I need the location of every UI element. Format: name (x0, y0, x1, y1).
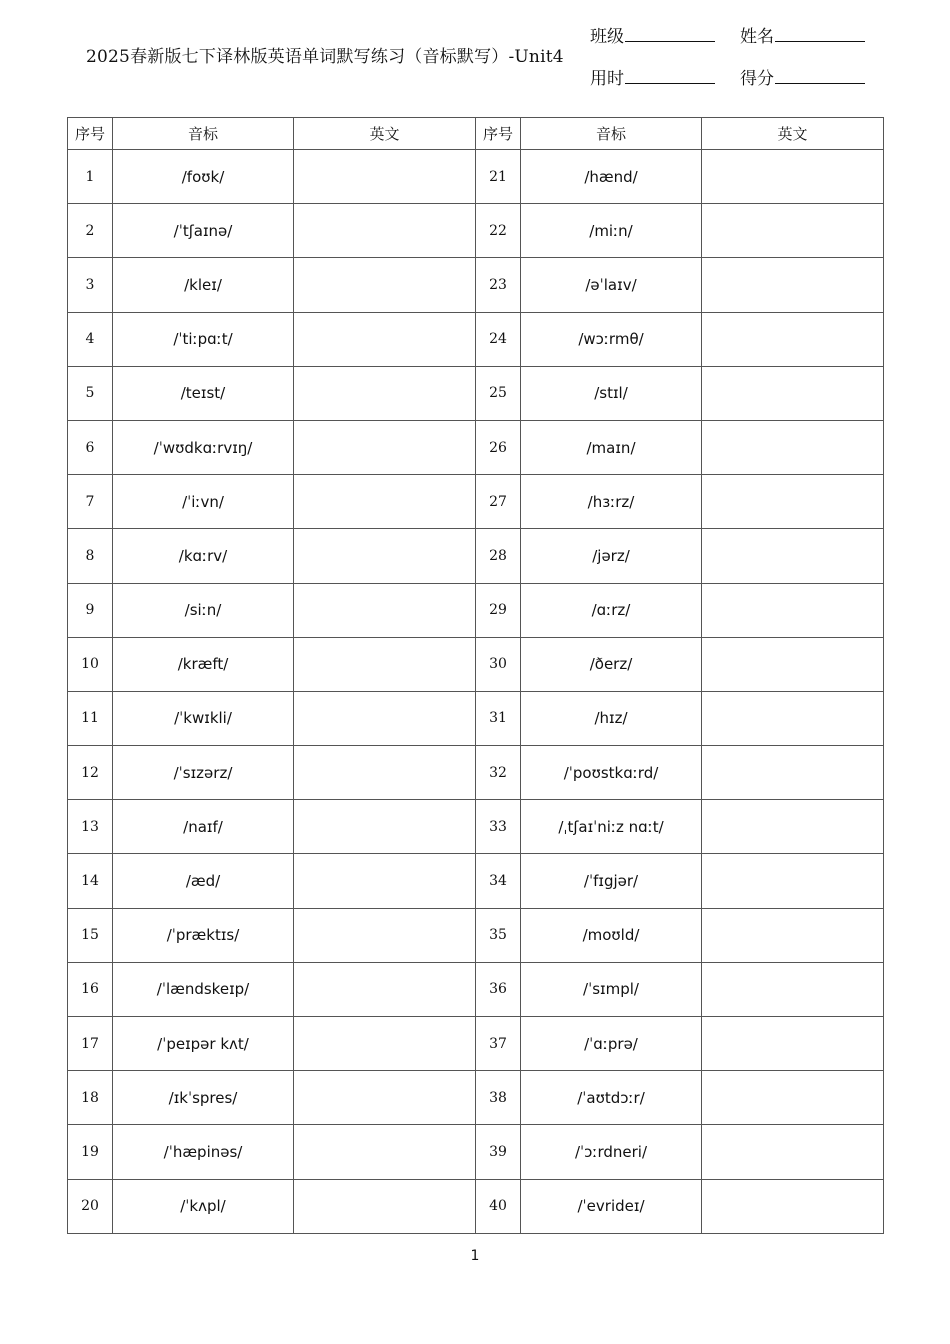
table-row (68, 1017, 884, 1071)
answer-cell[interactable] (294, 150, 476, 204)
phonetic-cell: /ˈpeɪpər kʌt/ (113, 1017, 294, 1071)
answer-cell[interactable] (294, 691, 476, 745)
answer-cell[interactable] (702, 420, 884, 474)
phonetic-cell: /hɪz/ (521, 691, 702, 745)
word-number: 29 (476, 583, 521, 637)
phonetic-cell: /ˈhæpinəs/ (113, 1125, 294, 1179)
word-number: 17 (68, 1017, 113, 1071)
answer-cell[interactable] (294, 637, 476, 691)
answer-cell[interactable] (702, 908, 884, 962)
table-row (68, 204, 884, 258)
answer-cell[interactable] (702, 312, 884, 366)
answer-cell[interactable] (294, 1179, 476, 1233)
table-header-row (68, 118, 884, 150)
answer-cell[interactable] (294, 529, 476, 583)
word-number: 23 (476, 258, 521, 312)
answer-cell[interactable] (702, 1071, 884, 1125)
word-number: 24 (476, 312, 521, 366)
answer-cell[interactable] (294, 1017, 476, 1071)
phonetic-cell: /ˈtʃaɪnə/ (113, 204, 294, 258)
table-row (68, 420, 884, 474)
table-row (68, 258, 884, 312)
phonetic-cell: /ˈsɪmpl/ (521, 962, 702, 1016)
table-row (68, 583, 884, 637)
name-field (740, 22, 865, 47)
answer-cell[interactable] (702, 854, 884, 908)
phonetic-cell: /ˈaʊtdɔːr/ (521, 1071, 702, 1125)
table-row (68, 1071, 884, 1125)
phonetic-cell: /ˈiːvn/ (113, 475, 294, 529)
header-eng-right: 英文 (702, 118, 884, 150)
name-label: 姓名 (740, 27, 774, 47)
word-number: 7 (68, 475, 113, 529)
table-row (68, 312, 884, 366)
answer-cell[interactable] (702, 475, 884, 529)
word-number: 14 (68, 854, 113, 908)
word-number: 3 (68, 258, 113, 312)
phonetic-cell: /teɪst/ (113, 366, 294, 420)
table-row (68, 691, 884, 745)
phonetic-cell: /foʊk/ (113, 150, 294, 204)
table-row (68, 962, 884, 1016)
word-number: 5 (68, 366, 113, 420)
phonetic-cell: /ɪkˈspres/ (113, 1071, 294, 1125)
score-blank[interactable] (775, 67, 865, 84)
phonetic-cell: /ˌtʃaɪˈniːz nɑːt/ (521, 800, 702, 854)
word-number: 16 (68, 962, 113, 1016)
answer-cell[interactable] (702, 637, 884, 691)
answer-cell[interactable] (294, 258, 476, 312)
phonetic-cell: /ˈkwɪkli/ (113, 691, 294, 745)
answer-cell[interactable] (702, 800, 884, 854)
word-number: 33 (476, 800, 521, 854)
header-ipa-right: 音标 (521, 118, 702, 150)
class-label: 班级 (590, 27, 624, 47)
table-row (68, 150, 884, 204)
answer-cell[interactable] (702, 962, 884, 1016)
time-label: 用时 (590, 69, 624, 89)
phonetic-cell: /ˈpoʊstkɑːrd/ (521, 746, 702, 800)
word-number: 10 (68, 637, 113, 691)
answer-cell[interactable] (294, 1071, 476, 1125)
phonetic-cell: /əˈlaɪv/ (521, 258, 702, 312)
phonetic-cell: /ˈpræktɪs/ (113, 908, 294, 962)
answer-cell[interactable] (702, 1179, 884, 1233)
table-row (68, 366, 884, 420)
page-title: 2025春新版七下译林版英语单词默写练习（音标默写）-Unit4 (86, 47, 564, 67)
answer-cell[interactable] (294, 962, 476, 1016)
phonetic-cell: /ˈwʊdkɑːrvɪŋ/ (113, 420, 294, 474)
time-field (590, 64, 715, 89)
word-number: 32 (476, 746, 521, 800)
answer-cell[interactable] (702, 583, 884, 637)
answer-cell[interactable] (702, 529, 884, 583)
phonetic-cell: /wɔːrmθ/ (521, 312, 702, 366)
answer-cell[interactable] (702, 691, 884, 745)
word-number: 40 (476, 1179, 521, 1233)
answer-cell[interactable] (294, 366, 476, 420)
answer-cell[interactable] (702, 1125, 884, 1179)
header-ipa-left: 音标 (113, 118, 294, 150)
time-blank[interactable] (625, 67, 715, 84)
page-number: 1 (470, 1248, 480, 1264)
word-number: 31 (476, 691, 521, 745)
table-row (68, 800, 884, 854)
answer-cell[interactable] (702, 204, 884, 258)
word-number: 4 (68, 312, 113, 366)
phonetic-cell: /stɪl/ (521, 366, 702, 420)
table-row (68, 746, 884, 800)
phonetic-cell: /miːn/ (521, 204, 702, 258)
word-number: 28 (476, 529, 521, 583)
answer-cell[interactable] (294, 908, 476, 962)
table-row (68, 854, 884, 908)
table-row (68, 1125, 884, 1179)
word-number: 11 (68, 691, 113, 745)
word-number: 12 (68, 746, 113, 800)
table-row (68, 529, 884, 583)
word-number: 19 (68, 1125, 113, 1179)
answer-cell[interactable] (294, 312, 476, 366)
word-number: 20 (68, 1179, 113, 1233)
answer-cell[interactable] (702, 150, 884, 204)
word-number: 6 (68, 420, 113, 474)
phonetic-cell: /ˈɑːprə/ (521, 1017, 702, 1071)
answer-cell[interactable] (294, 746, 476, 800)
phonetic-cell: /ˈsɪzərz/ (113, 746, 294, 800)
answer-cell[interactable] (702, 258, 884, 312)
word-number: 9 (68, 583, 113, 637)
header-num-left: 序号 (68, 118, 113, 150)
phonetic-cell: /kɑːrv/ (113, 529, 294, 583)
answer-cell[interactable] (294, 1125, 476, 1179)
phonetic-cell: /kleɪ/ (113, 258, 294, 312)
phonetic-cell: /ˈlændskeɪp/ (113, 962, 294, 1016)
score-field (740, 64, 865, 89)
phonetic-cell: /ˈfɪgjər/ (521, 854, 702, 908)
phonetic-cell: /hænd/ (521, 150, 702, 204)
word-number: 37 (476, 1017, 521, 1071)
word-number: 2 (68, 204, 113, 258)
answer-cell[interactable] (294, 475, 476, 529)
word-number: 30 (476, 637, 521, 691)
phonetic-cell: /ˈtiːpɑːt/ (113, 312, 294, 366)
answer-cell[interactable] (294, 204, 476, 258)
table-row (68, 637, 884, 691)
answer-cell[interactable] (294, 800, 476, 854)
answer-cell[interactable] (702, 746, 884, 800)
phonetic-cell: /hɜːrz/ (521, 475, 702, 529)
answer-cell[interactable] (294, 583, 476, 637)
phonetic-cell: /ˈevrideɪ/ (521, 1179, 702, 1233)
answer-cell[interactable] (294, 854, 476, 908)
name-blank[interactable] (775, 25, 865, 42)
class-field (590, 22, 715, 47)
table-row (68, 908, 884, 962)
word-number: 21 (476, 150, 521, 204)
word-number: 15 (68, 908, 113, 962)
phonetic-cell: /naɪf/ (113, 800, 294, 854)
word-number: 35 (476, 908, 521, 962)
phonetic-cell: /kræft/ (113, 637, 294, 691)
table-row (68, 1179, 884, 1233)
answer-cell[interactable] (294, 420, 476, 474)
word-number: 18 (68, 1071, 113, 1125)
word-number: 13 (68, 800, 113, 854)
word-number: 22 (476, 204, 521, 258)
phonetic-cell: /ˈɔːrdneri/ (521, 1125, 702, 1179)
phonetic-cell: /jərz/ (521, 529, 702, 583)
header-num-right: 序号 (476, 118, 521, 150)
phonetic-cell: /ˈkʌpl/ (113, 1179, 294, 1233)
answer-cell[interactable] (702, 366, 884, 420)
word-number: 8 (68, 529, 113, 583)
word-number: 38 (476, 1071, 521, 1125)
word-number: 26 (476, 420, 521, 474)
word-number: 36 (476, 962, 521, 1016)
phonetic-cell: /maɪn/ (521, 420, 702, 474)
score-label: 得分 (740, 69, 774, 89)
phonetic-cell: /siːn/ (113, 583, 294, 637)
word-number: 27 (476, 475, 521, 529)
phonetic-cell: /ðerz/ (521, 637, 702, 691)
word-number: 25 (476, 366, 521, 420)
word-number: 34 (476, 854, 521, 908)
phonetic-cell: /æd/ (113, 854, 294, 908)
header-eng-left: 英文 (294, 118, 476, 150)
table-row (68, 475, 884, 529)
phonetic-cell: /moʊld/ (521, 908, 702, 962)
phonetic-cell: /ɑːrz/ (521, 583, 702, 637)
class-blank[interactable] (625, 25, 715, 42)
word-number: 39 (476, 1125, 521, 1179)
word-number: 1 (68, 150, 113, 204)
answer-cell[interactable] (702, 1017, 884, 1071)
vocabulary-table (67, 117, 884, 1234)
